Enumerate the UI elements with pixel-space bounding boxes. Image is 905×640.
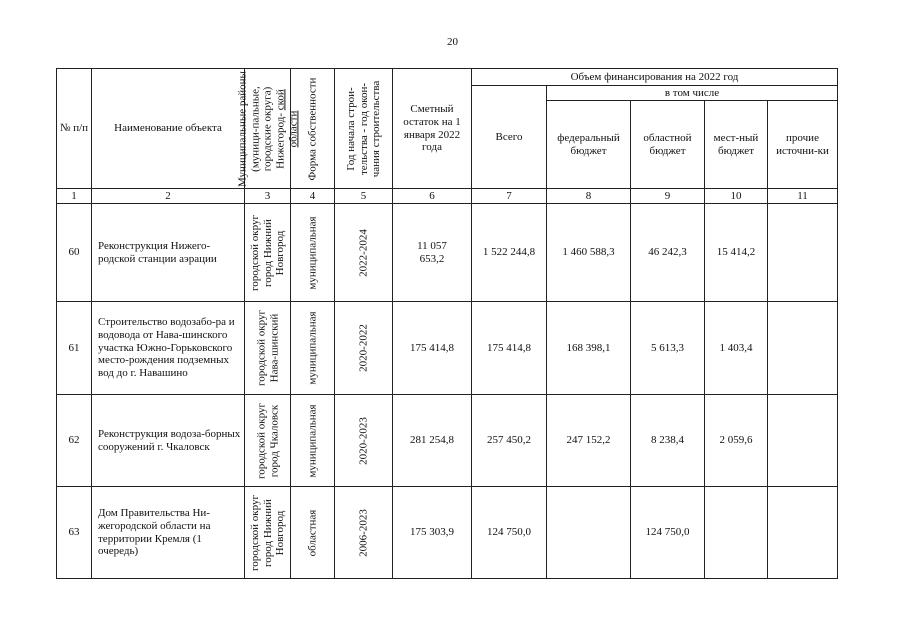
row-name: Реконструкция Нижего-родской станции аэрации [92, 204, 245, 302]
row-remaining: 175 414,8 [393, 302, 472, 395]
table-row [57, 204, 838, 302]
column-number: 10 [705, 189, 768, 204]
row-district: городской округ Нава-шинский [245, 302, 291, 395]
header-financing: Объем финансирования на 2022 год [472, 69, 838, 86]
row-federal: 1 460 588,3 [547, 204, 631, 302]
column-number: 6 [393, 189, 472, 204]
row-other [768, 395, 838, 487]
row-num: 62 [57, 395, 92, 487]
column-number: 2 [92, 189, 245, 204]
row-total: 175 414,8 [472, 302, 547, 395]
column-number-row [57, 189, 838, 204]
row-regional: 8 238,4 [631, 395, 705, 487]
column-number: 3 [245, 189, 291, 204]
row-name: Дом Правительства Ни-жегородской области на территории Кремля (1 очередь) [92, 487, 245, 579]
row-ownership: муниципальная [291, 204, 335, 302]
row-years: 2020-2022 [335, 302, 393, 395]
row-local: 15 414,2 [705, 204, 768, 302]
row-district: городской округ город Нижний Новгород [245, 487, 291, 579]
row-ownership: муниципальная [291, 302, 335, 395]
column-number: 1 [57, 189, 92, 204]
row-local [705, 487, 768, 579]
row-other [768, 204, 838, 302]
row-remaining: 11 057 653,2 [393, 204, 472, 302]
column-number: 4 [291, 189, 335, 204]
header-district-text: Муниципальные районы (муници-пальные, городские округа) Нижегород- [235, 70, 286, 187]
row-remaining: 281 254,8 [393, 395, 472, 487]
row-remaining: 175 303,9 [393, 487, 472, 579]
row-regional: 124 750,0 [631, 487, 705, 579]
row-years: 2022-2024 [335, 204, 393, 302]
row-other [768, 302, 838, 395]
header-district-text-2: ской области [273, 88, 299, 147]
row-other [768, 487, 838, 579]
row-ownership: областная [291, 487, 335, 579]
column-number: 8 [547, 189, 631, 204]
row-federal: 247 152,2 [547, 395, 631, 487]
header-remaining: Сметный остаток на 1 января 2022 года [393, 69, 472, 189]
row-years: 2020-2023 [335, 395, 393, 487]
row-total: 124 750,0 [472, 487, 547, 579]
row-regional: 5 613,3 [631, 302, 705, 395]
row-local: 2 059,6 [705, 395, 768, 487]
table-row [57, 395, 838, 487]
column-number: 11 [768, 189, 838, 204]
row-local: 1 403,4 [705, 302, 768, 395]
row-name: Строительство водозабо-ра и водовода от Нава-шинского участка Южно-Горьковского место-рождения подземных вод до г. Навашино [92, 302, 245, 395]
header-federal: федеральный бюджет [547, 101, 631, 189]
header-local: мест-ный бюджет [705, 101, 768, 189]
row-total: 1 522 244,8 [472, 204, 547, 302]
row-total: 257 450,2 [472, 395, 547, 487]
row-district: городской округ город Чкаловск [245, 395, 291, 487]
row-federal: 168 398,1 [547, 302, 631, 395]
header-total: Всего [472, 86, 547, 189]
column-number: 7 [472, 189, 547, 204]
header-regional: областной бюджет [631, 101, 705, 189]
row-num: 60 [57, 204, 92, 302]
financing-table [56, 68, 838, 579]
row-num: 63 [57, 487, 92, 579]
row-years: 2006-2023 [335, 487, 393, 579]
header-ownership: Форма собственности [291, 69, 335, 189]
header-name: Наименование объекта [92, 69, 245, 189]
row-name: Реконструкция водоза-борных сооружений г. Чкаловск [92, 395, 245, 487]
row-regional: 46 242,3 [631, 204, 705, 302]
header-years: Год начала строи-тельства - год окон-чания строительства [335, 69, 393, 189]
row-federal [547, 487, 631, 579]
column-number: 9 [631, 189, 705, 204]
header-num: № п/п [57, 69, 92, 189]
header-district [235, 69, 299, 189]
row-ownership: муниципальная [291, 395, 335, 487]
header-other: прочие источни-ки [768, 101, 838, 189]
row-district: городской округ город Нижний Новгород [245, 204, 291, 302]
header-including: в том числе [547, 86, 838, 101]
table-row [57, 487, 838, 579]
table-row [57, 302, 838, 395]
row-num: 61 [57, 302, 92, 395]
page-number: 20 [447, 36, 458, 48]
column-number: 5 [335, 189, 393, 204]
